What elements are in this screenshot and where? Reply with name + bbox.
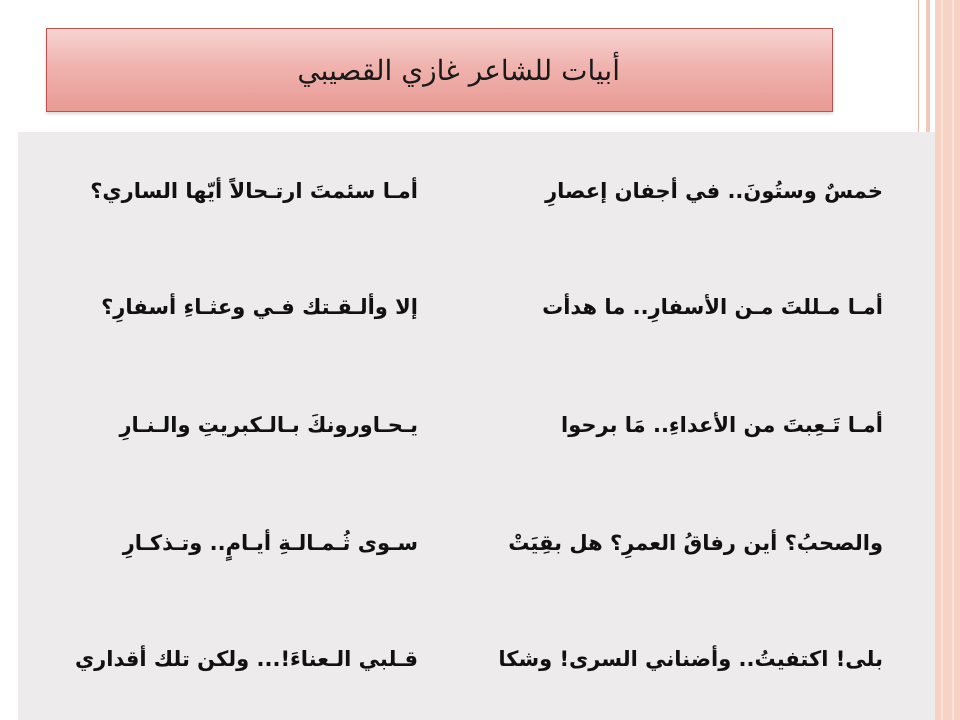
poem-line-1	[18, 178, 935, 238]
verse-first-half: والصحبُ؟ أين رفاقُ العمرِ؟ هل بقِيَتْ	[508, 531, 883, 555]
border-stripe	[935, 0, 960, 720]
poem-line-3	[18, 412, 935, 472]
verse-first-half: أمـا تَـعِبتَ من الأعداءِ.. مَا برحوا	[561, 413, 883, 437]
title-box	[46, 28, 833, 112]
border-stripe	[952, 0, 954, 720]
verse-first-half: خمسٌ وستُونَ.. في أجفان إعصارِ	[545, 179, 883, 203]
poem-panel	[18, 132, 935, 720]
poem-line-2	[18, 294, 935, 354]
verse-second-half: قـلبي الـعناءَ!... ولكن تلك أقداري	[74, 647, 418, 671]
verse-first-half: أمـا مـللتَ مـن الأسفارِ.. ما هدأت	[542, 295, 883, 319]
poem-line-5	[18, 646, 935, 706]
verse-second-half: أمـا سئمتَ ارتـحالاً أيّها الساري؟	[90, 179, 418, 203]
verse-first-half: بلى! اكتفيتُ.. وأضناني السرى! وشكا	[498, 647, 883, 671]
verse-second-half: يـحـاورونكَ بـالـكبريتِ والـنـارِ	[119, 413, 418, 437]
page-title: أبيات للشاعر غازي القصيبي	[297, 54, 620, 87]
verse-second-half: سـوى ثُـمـالـةِ أيـامٍ.. وتـذكـارِ	[122, 531, 418, 555]
verse-second-half: إلا وألـقـتك فـي وعثـاءِ أسفارِ؟	[101, 295, 418, 319]
border-stripe	[941, 0, 943, 720]
poem-line-4	[18, 530, 935, 590]
